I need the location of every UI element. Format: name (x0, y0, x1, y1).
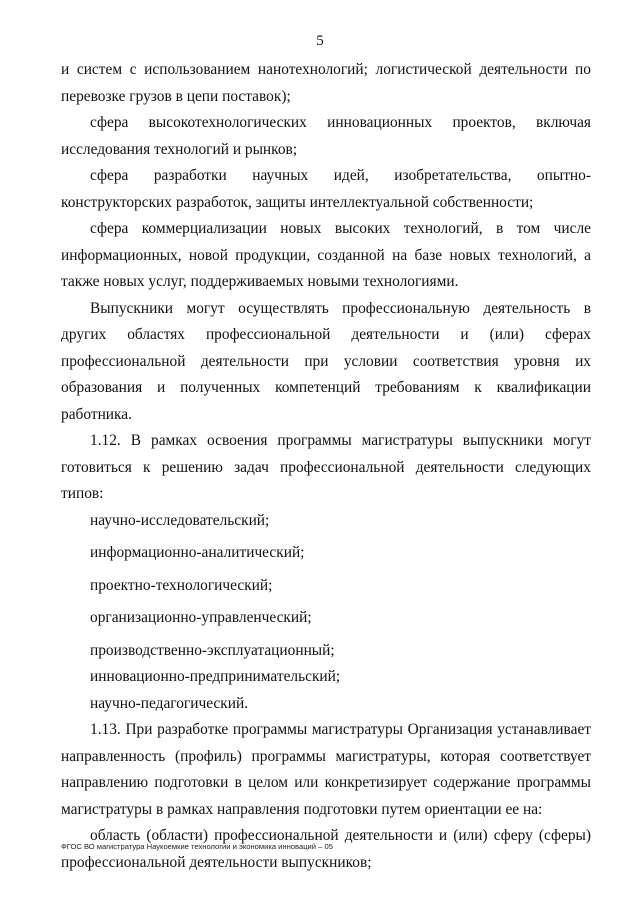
list-item: научно-педагогический. (90, 694, 249, 712)
paragraph-graduates-other-areas: Выпускники могут осуществлять профессиональную деятельность в других областях профессиональной деятельности и (или) сферах профессиональной деятельности при условии соответствия уровня их образования и полученных компетенций требованиям к квалификации работника. (61, 299, 591, 423)
list-item: научно-исследовательский; (90, 511, 270, 529)
paragraph-1-12: 1.12. В рамках освоения программы магистратуры выпускники могут готовиться к решению задач профессиональной деятельности следующих типов: (61, 432, 591, 502)
document-body (61, 57, 591, 876)
list-item: организационно-управленческий; (90, 609, 312, 626)
list-item: производственно-эксплуатационный; (90, 641, 335, 659)
list-item: информационно-аналитический; (90, 544, 305, 561)
list-item: проектно-технологический; (90, 576, 273, 594)
paragraph-research-ideas: сфера разработки научных идей, изобретательства, опытно-конструкторских разработок, защиты интеллектуальной собственности; (61, 167, 591, 211)
paragraph-hightech-projects: сфера высокотехнологических инновационных проектов, включая исследования технологий и рынков; (61, 114, 591, 158)
professional-types-list (61, 508, 591, 718)
paragraph-areas-of-activity: область (области) профессиональной деятельности и (или) сферу (сферы) профессиональной деятельности выпускников; (61, 827, 591, 871)
paragraph-1-13: 1.13. При разработке программы магистратуры Организация устанавливает направленность (профиль) программы магистратуры, которая соответствует направлению подготовки в целом или конкретизирует содержание программы магистратуры в рамках направления подготовки путем ориентации ее на: (61, 721, 591, 818)
list-item: инновационно-предпринимательский; (90, 668, 341, 685)
page-number: 5 (316, 33, 324, 49)
document-footer: ФГОС ВО магистратура Наукоемкие технологии и экономика инноваций – 05 (61, 842, 333, 851)
paragraph-commercialization: сфера коммерциализации новых высоких технологий, в том числе информационных, новой продукции, созданной на базе новых технологий, а также новых услуг, поддерживаемых новыми технологиями. (61, 220, 591, 290)
paragraph-logistics: и систем с использованием нанотехнологий; логистической деятельности по перевозке грузов в цепи поставок); (61, 61, 591, 105)
